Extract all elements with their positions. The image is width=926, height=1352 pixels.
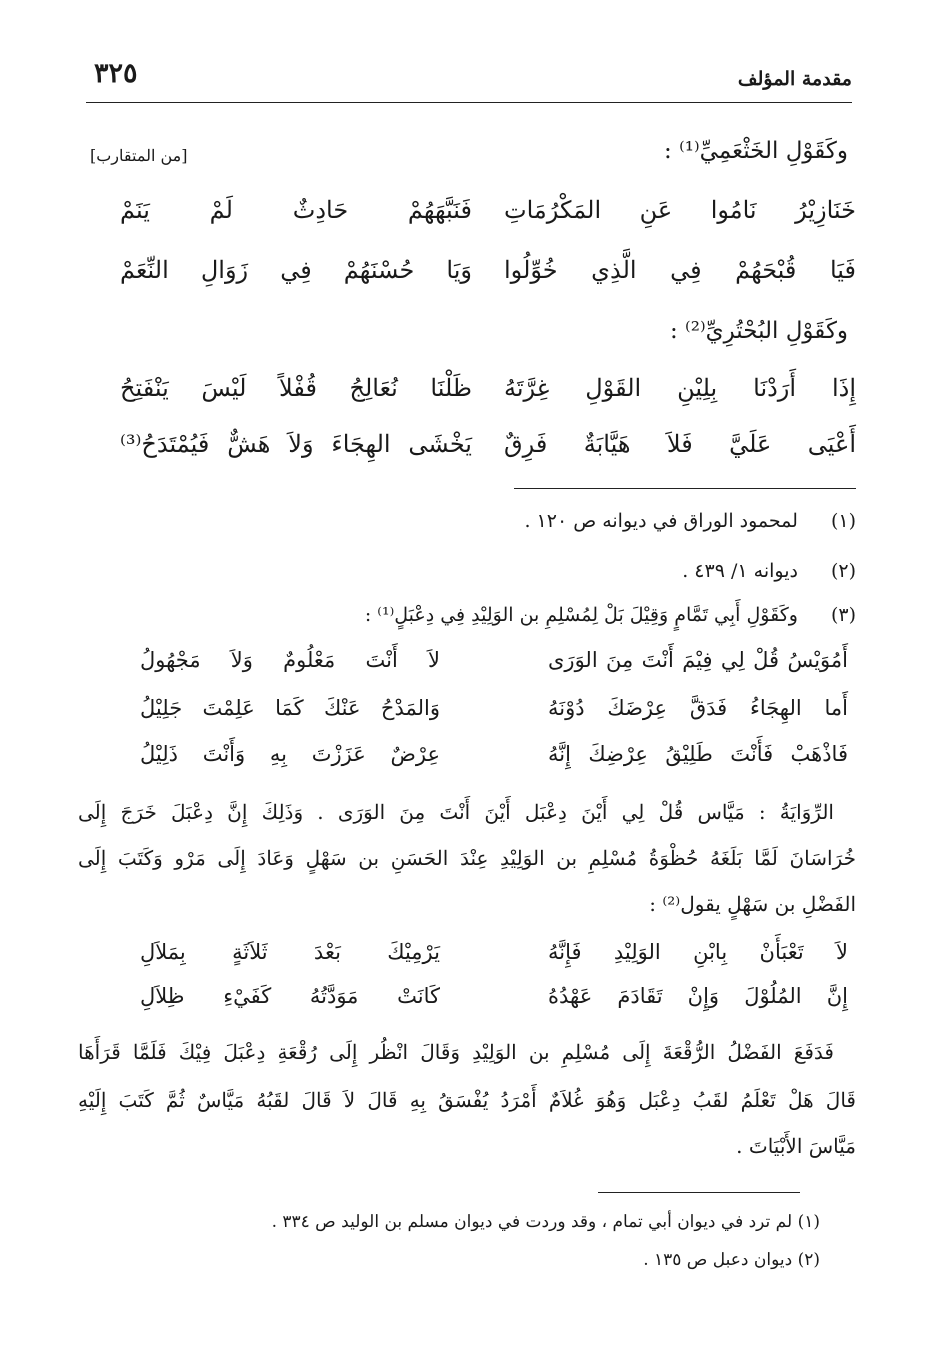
footnote-verse-line (80, 648, 856, 692)
prose-line: مَيَّاسَ الأَبْيَاتَ . (736, 1134, 856, 1158)
footnote-number: (٣) (830, 604, 856, 626)
footnote-number: (٢) (830, 560, 856, 582)
prose-line: خُرَاسَانَ لَمَّا بَلَغَهُ حُظْوَةُ مُسْلِمِ بن الوَلِيْدِ عِنْدَ الحَسَنِ بن سَهْلٍ وَعَادَ إِلَى مَرْو وَكَتَبَ إِلَى (78, 846, 856, 870)
footnote (80, 604, 856, 626)
footnote: (١) لم ترد في ديوان أبي تمام ، وقد وردت في ديوان مسلم بن الوليد ص ٣٣٤ . (271, 1212, 820, 1232)
quote-intro-khathami: وكَقَوْلِ الخَثْعَمِيِّ⁽¹⁾ : (664, 138, 848, 164)
footnote (80, 560, 856, 582)
quote-intro-buhturi: وكَقَوْلِ البُحْتُرِيِّ⁽²⁾ : (669, 318, 848, 344)
footnote-number: (١) (830, 510, 856, 532)
verse-first-hemistich: أَما الهِجَاءُ فَدَقَّ عِرْضَكَ دُوْنَهُ (548, 696, 848, 720)
footnote-separator (514, 488, 856, 489)
footnote-text: لمحمود الوراق في ديوانه ص ١٢٠ . (524, 510, 798, 532)
verse-second-hemistich: وَيَا حُسْنَهُمْ فِي زَوَالِ النِّعَمْ (120, 256, 472, 284)
footnote-text: ديوانه ١/ ٤٣٩ . (682, 560, 798, 582)
header-title: مقدمة المؤلف (737, 68, 852, 90)
verse-first-hemistich: خَنَازِيْرُ نَامُوا عَنِ المَكْرُمَاتِ (504, 196, 856, 224)
verse-line (80, 430, 856, 474)
verse-second-hemistich: وَالمَدْحُ عَنْكَ كَمَا عَلِمْتَ جَلِيْلُ (140, 696, 440, 720)
verse-first-hemistich: إِذَا أَرَدْنَا بِلِيْنِ القَوْلِ غِرَّتَهُ (504, 374, 856, 402)
prose-line: الفَضْلِ بن سَهْلٍ يقول⁽²⁾ : (649, 892, 856, 916)
verse-first-hemistich: أَمُوَيْسُ قُلْ لِي فِيْمَ أَنْتَ مِنَ الوَرَى (548, 648, 848, 672)
verse-second-hemistich: كَانَتْ مَوَدَّتُهُ كَفَيْءِ ظِلاَلِ (140, 984, 440, 1008)
prose-line: فَدَفَعَ الفَضْلُ الرُّقْعَةَ إِلَى مُسْلِمِ بن الوَلِيْدِ وَقَالَ انْظُر إِلَى رُقْعَةِ دِعْبَلَ فِيْكَ فَلَمَّا قَرَأَهَا (78, 1040, 834, 1064)
prose-line: الرِّوَايَةُ : مَيَّاس قُلْ لِي أَيْنَ دِعْبَل أَيْنَ أَنْتَ مِنَ الوَرَى . وَذَلِكَ إِنَّ دِعْبَلَ خَرَجَ إِلَى (78, 800, 834, 824)
verse-line (80, 374, 856, 418)
verse-first-hemistich: فَاذْهَبْ فَأَنْتَ طَلِيْقُ عِرْضِكَ إِنَّهُ (548, 742, 848, 766)
verse-first-hemistich: فَيَا قُبْحَهُمْ فِي الَّذِي خُوِّلُوا (504, 256, 856, 284)
verse-second-hemistich: ظَلْنَا نُعَالِجُ قُفْلاً لَيْسَ يَنْفَتِحُ (120, 374, 472, 402)
page-number: ٣٢٥ (94, 58, 138, 89)
verse-second-hemistich: يَرْمِيْكَ بَعْدَ ثَلاَثَةٍ بِمَلاَلِ (140, 940, 440, 964)
footnote-verse-line (80, 742, 856, 786)
verse-first-hemistich: أَعْيَى عَلَيَّ فَلاَ هَيَّابَةٌ فَرِقٌ (504, 430, 856, 458)
verse-first-hemistich: إِنَّ المُلُوْلَ وَإِنْ تَقَادَمَ عَهْدُهُ (548, 984, 848, 1008)
meter-label: [من المتقارب] (90, 146, 188, 165)
verse-line (80, 256, 856, 300)
verse-second-hemistich: يَخْشَى الهِجَاءَ وَلاَ هَشٌّ فَيُمْتَدَحُ⁽³⁾ (120, 430, 472, 458)
verse-line (80, 196, 856, 240)
footnote-separator (598, 1192, 800, 1193)
verse-second-hemistich: فَنَبَّهَهُمْ حَادِثٌ لَمْ يَنَمْ (120, 196, 472, 224)
footnote (80, 510, 856, 532)
footnote-text: وكَقَوْلِ أَبِي تَمَّامٍ وَقِيْلَ بَلْ لِمُسْلِمِ بن الوَلِيْدِ فِي دِعْبَلٍ⁽¹⁾ : (364, 604, 798, 626)
header-rule (86, 102, 852, 103)
verse-second-hemistich: عِرْضٌ عَزَزْتَ بِهِ وَأَنْتَ ذَلِيْلُ (140, 742, 440, 766)
prose-line: قَالَ هَلْ تَعْلَمُ لقَبُ دِعْبَل وَهُوَ غُلاَمٌ أَمْرَدُ يُفْسَقُ بِهِ قَالَ لاَ قَالَ لقَبُهُ مَيَّاسٌ ثُمَّ كَتَبَ إِلَيْهِ (78, 1088, 856, 1112)
verse-first-hemistich: لاَ تَعْبَأَنْ بِابْنِ الوَلِيْدِ فَإِنَّهُ (548, 940, 848, 964)
footnote-verse-line (80, 984, 856, 1028)
footnote-verse-line (80, 696, 856, 740)
verse-second-hemistich: لاَ أَنْتَ مَعْلُومٌ وَلاَ مَجْهُولُ (140, 648, 440, 672)
footnote-verse-line (80, 940, 856, 984)
running-header (86, 58, 852, 98)
footnote: (٢) ديوان دعبل ص ١٣٥ . (643, 1250, 820, 1270)
